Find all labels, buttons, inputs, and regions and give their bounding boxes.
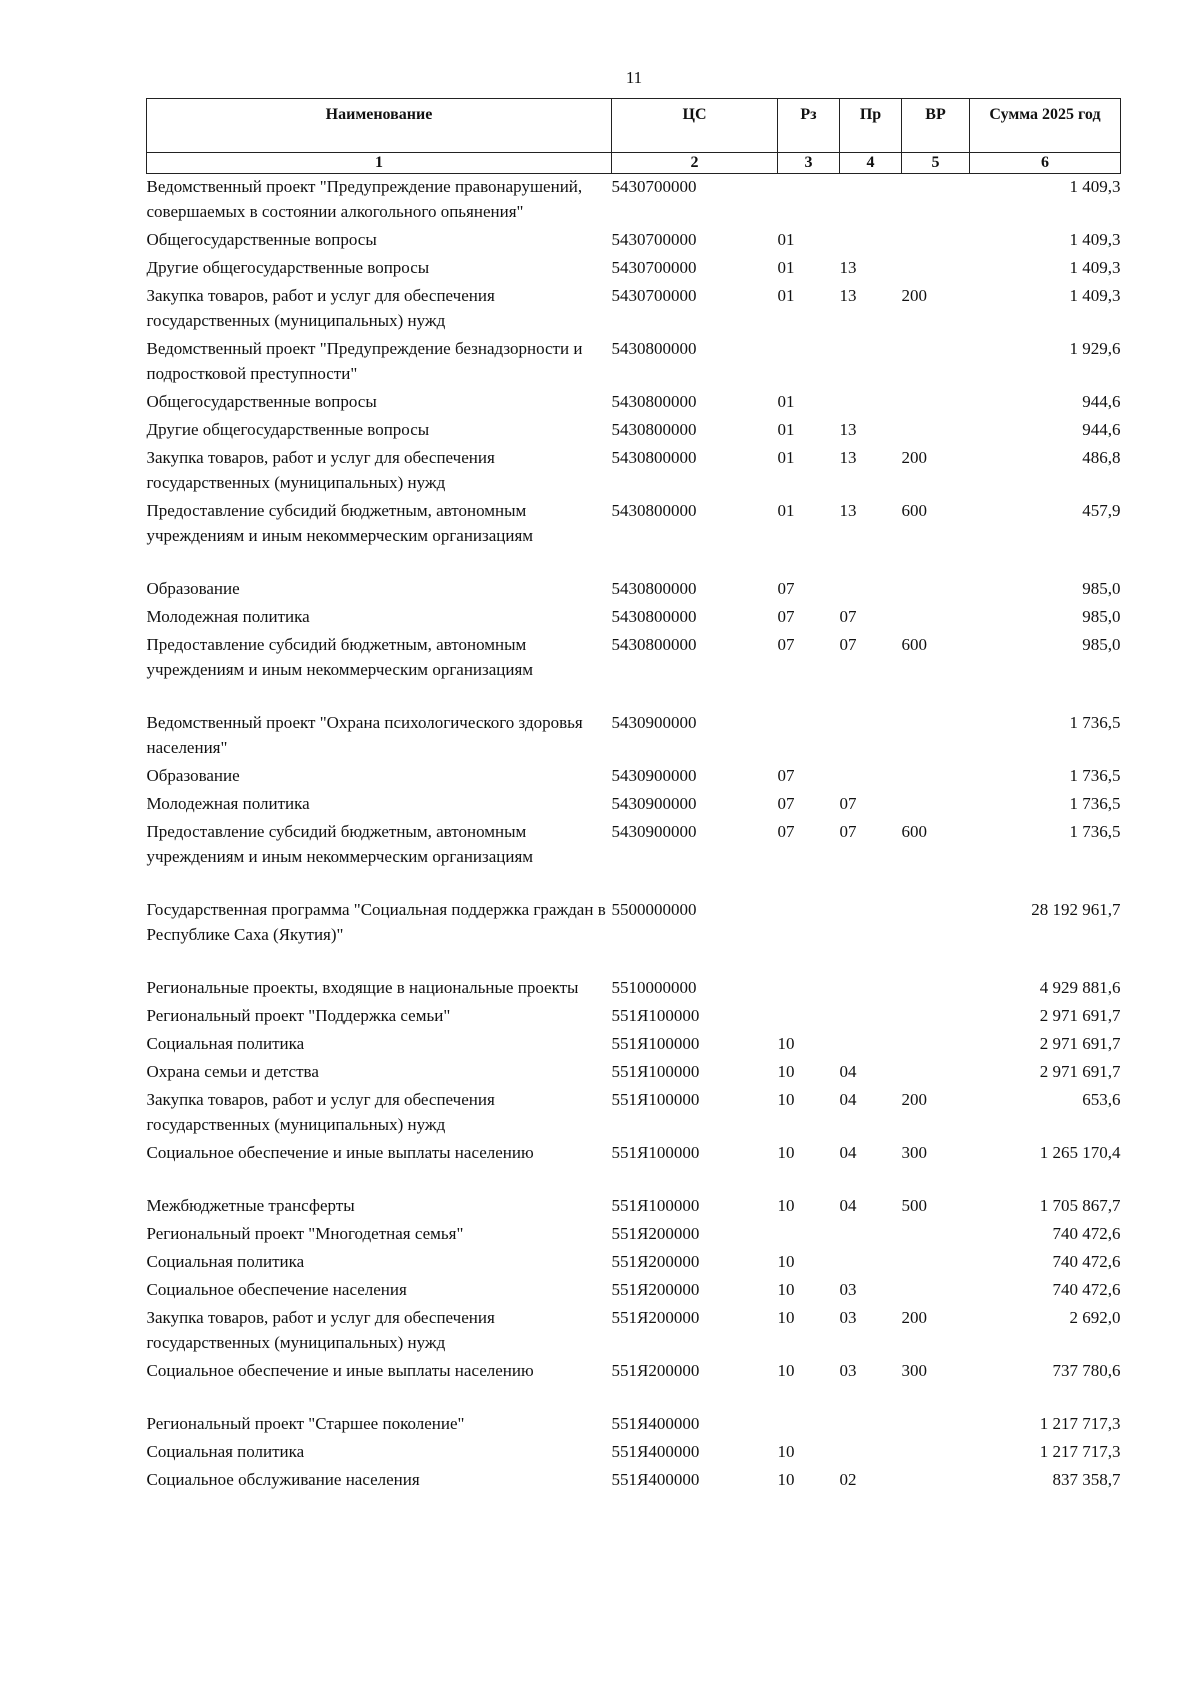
cell-vr [902, 1031, 970, 1059]
table-body [147, 174, 1121, 1496]
cell-sum: 1 409,3 [1069, 230, 1121, 249]
cell-cs: 5500000000 [611, 900, 697, 919]
cell-sum: 2 971 691,7 [1039, 1006, 1121, 1025]
table-row [147, 1411, 1121, 1439]
cell-vr [902, 1221, 970, 1249]
table-row [147, 1467, 1121, 1495]
cell-rz: 10 [777, 1252, 795, 1271]
page-number: 11 [625, 68, 643, 87]
cell-sum: 1 265 170,4 [1039, 1143, 1121, 1162]
cell-rz: 10 [777, 1308, 795, 1327]
cell-sum: 1 736,5 [1069, 713, 1121, 732]
cell-pr: 04 [839, 1090, 857, 1109]
cell-pr: 07 [839, 607, 857, 626]
cell-pr [840, 1221, 902, 1249]
cell-pr [840, 174, 902, 228]
cell-rz: 07 [777, 607, 795, 626]
cell-rz [778, 336, 840, 389]
cell-rz: 10 [777, 1361, 795, 1380]
cell-pr: 13 [839, 286, 857, 305]
cell-cs: 5430900000 [611, 822, 697, 841]
cell-vr [902, 1439, 970, 1467]
cell-sum: 1 929,6 [1069, 339, 1121, 358]
cell-sum: 944,6 [1082, 392, 1121, 411]
cell-name: Региональный проект "Старшее поколение" [146, 1414, 465, 1433]
cell-name: Молодежная политика [146, 794, 310, 813]
column-number: 3 [778, 153, 840, 174]
cell-vr [902, 763, 970, 791]
cell-pr: 04 [839, 1143, 857, 1162]
cell-rz [778, 1411, 840, 1439]
cell-name: Общегосударственные вопросы [146, 230, 377, 249]
cell-vr: 200 [901, 286, 927, 305]
header-pr: Пр [840, 99, 902, 153]
table-row [147, 255, 1121, 283]
cell-cs: 5430900000 [611, 766, 697, 785]
cell-pr [840, 576, 902, 604]
cell-pr [840, 1003, 902, 1031]
table-row [147, 819, 1121, 897]
cell-pr: 03 [839, 1361, 857, 1380]
cell-name: Другие общегосударственные вопросы [146, 258, 430, 277]
cell-sum: 1 705 867,7 [1039, 1196, 1121, 1215]
cell-cs: 551Я100000 [611, 1062, 700, 1081]
cell-rz: 10 [777, 1442, 795, 1461]
header-vr: ВР [902, 99, 970, 153]
cell-name: Социальная политика [146, 1252, 305, 1271]
cell-vr [902, 255, 970, 283]
cell-vr: 300 [901, 1361, 927, 1380]
table-row [147, 975, 1121, 1003]
table-row [147, 1059, 1121, 1087]
cell-sum: 486,8 [1082, 448, 1121, 467]
cell-vr [902, 336, 970, 389]
cell-sum: 740 472,6 [1052, 1252, 1121, 1271]
cell-cs: 551Я400000 [611, 1442, 700, 1461]
cell-vr [902, 1467, 970, 1495]
cell-name: Общегосударственные вопросы [146, 392, 377, 411]
cell-cs: 551Я100000 [611, 1006, 700, 1025]
table-header [147, 99, 1121, 174]
cell-name: Образование [146, 766, 240, 785]
cell-cs: 551Я200000 [611, 1224, 700, 1243]
cell-pr: 03 [839, 1280, 857, 1299]
cell-cs: 551Я200000 [611, 1308, 700, 1327]
cell-rz [778, 897, 840, 975]
cell-sum: 28 192 961,7 [1031, 900, 1121, 919]
cell-vr [902, 975, 970, 1003]
cell-name: Закупка товаров, работ и услуг для обеспечения государственных (муниципальных) нужд [146, 448, 495, 492]
cell-vr [902, 1003, 970, 1031]
cell-rz: 10 [777, 1062, 795, 1081]
cell-pr: 02 [839, 1470, 857, 1489]
cell-vr [902, 417, 970, 445]
cell-cs: 5430800000 [611, 420, 697, 439]
header-rz: Рз [778, 99, 840, 153]
cell-name: Предоставление субсидий бюджетным, автономным учреждениям и иным некоммерческим организациям [146, 635, 534, 679]
table-row [147, 576, 1121, 604]
cell-vr [902, 1277, 970, 1305]
cell-vr [902, 604, 970, 632]
table-row [147, 283, 1121, 336]
cell-cs: 5430800000 [611, 579, 697, 598]
cell-vr [902, 710, 970, 763]
cell-vr [902, 1059, 970, 1087]
table-row [147, 1277, 1121, 1305]
cell-cs: 5430700000 [611, 258, 697, 277]
cell-sum: 653,6 [1082, 1090, 1121, 1109]
cell-name: Государственная программа "Социальная поддержка граждан в Республике Саха (Якутия)" [146, 900, 606, 944]
cell-name: Региональный проект "Поддержка семьи" [146, 1006, 451, 1025]
cell-name: Предоставление субсидий бюджетным, автономным учреждениям и иным некоммерческим организациям [146, 822, 534, 866]
header-sum: Сумма 2025 год [970, 99, 1121, 153]
cell-rz: 07 [777, 822, 795, 841]
cell-name: Ведомственный проект "Предупреждение правонарушений, совершаемых в состоянии алкогольного опьянения" [146, 177, 583, 221]
cell-name: Региональные проекты, входящие в национальные проекты [146, 978, 579, 997]
cell-rz [778, 710, 840, 763]
cell-name: Закупка товаров, работ и услуг для обеспечения государственных (муниципальных) нужд [146, 1308, 495, 1352]
cell-rz: 01 [777, 392, 795, 411]
cell-vr: 600 [901, 822, 927, 841]
cell-rz [778, 975, 840, 1003]
cell-cs: 5430800000 [611, 392, 697, 411]
cell-pr: 07 [839, 822, 857, 841]
column-number: 2 [612, 153, 778, 174]
table-row [147, 336, 1121, 389]
cell-sum: 1 409,3 [1069, 258, 1121, 277]
cell-name: Образование [146, 579, 240, 598]
cell-rz: 01 [777, 448, 795, 467]
cell-sum: 837 358,7 [1052, 1470, 1121, 1489]
cell-rz: 01 [777, 501, 795, 520]
cell-rz: 01 [777, 230, 795, 249]
cell-pr [840, 975, 902, 1003]
cell-sum: 740 472,6 [1052, 1224, 1121, 1243]
cell-sum: 737 780,6 [1052, 1361, 1121, 1380]
cell-name: Молодежная политика [146, 607, 310, 626]
cell-sum: 985,0 [1082, 607, 1121, 626]
cell-pr [840, 1439, 902, 1467]
cell-cs: 551Я400000 [611, 1414, 700, 1433]
cell-rz [778, 1221, 840, 1249]
column-number: 5 [902, 153, 970, 174]
cell-sum: 944,6 [1082, 420, 1121, 439]
column-number: 1 [147, 153, 612, 174]
table-row [147, 1439, 1121, 1467]
cell-sum: 985,0 [1082, 579, 1121, 598]
cell-name: Предоставление субсидий бюджетным, автономным учреждениям и иным некоммерческим организациям [146, 501, 534, 545]
cell-pr [840, 227, 902, 255]
cell-cs: 551Я100000 [611, 1143, 700, 1162]
cell-sum: 2 971 691,7 [1039, 1034, 1121, 1053]
cell-vr [902, 174, 970, 228]
cell-cs: 551Я100000 [611, 1196, 700, 1215]
cell-vr: 500 [901, 1196, 927, 1215]
cell-rz: 07 [777, 635, 795, 654]
cell-cs: 5430800000 [611, 635, 697, 654]
cell-name: Региональный проект "Многодетная семья" [146, 1224, 464, 1243]
table-row [147, 227, 1121, 255]
cell-sum: 1 736,5 [1069, 794, 1121, 813]
table-row [147, 632, 1121, 710]
cell-pr: 04 [839, 1196, 857, 1215]
cell-cs: 5430700000 [611, 177, 697, 196]
cell-rz: 07 [777, 766, 795, 785]
cell-sum: 1 736,5 [1069, 822, 1121, 841]
cell-cs: 5430800000 [611, 339, 697, 358]
table-row [147, 604, 1121, 632]
table-row [147, 710, 1121, 763]
cell-name: Социальное обеспечение и иные выплаты населению [146, 1361, 534, 1380]
cell-sum: 1 217 717,3 [1039, 1414, 1121, 1433]
cell-pr: 03 [839, 1308, 857, 1327]
cell-cs: 551Я100000 [611, 1090, 700, 1109]
cell-vr: 600 [901, 635, 927, 654]
cell-pr [840, 1411, 902, 1439]
cell-vr [902, 897, 970, 975]
cell-sum: 740 472,6 [1052, 1280, 1121, 1299]
cell-rz: 10 [777, 1090, 795, 1109]
cell-pr: 13 [839, 501, 857, 520]
cell-pr [840, 763, 902, 791]
cell-cs: 5430700000 [611, 230, 697, 249]
cell-vr: 300 [901, 1143, 927, 1162]
cell-rz [778, 1003, 840, 1031]
cell-pr: 07 [839, 635, 857, 654]
cell-cs: 5430800000 [611, 448, 697, 467]
cell-pr: 13 [839, 448, 857, 467]
cell-cs: 5430800000 [611, 607, 697, 626]
cell-sum: 985,0 [1082, 635, 1121, 654]
table-row [147, 445, 1121, 498]
cell-sum: 2 971 691,7 [1039, 1062, 1121, 1081]
cell-vr [902, 227, 970, 255]
cell-vr: 200 [901, 1090, 927, 1109]
cell-name: Социальное обеспечение населения [146, 1280, 407, 1299]
cell-sum: 1 409,3 [1069, 177, 1121, 196]
cell-name: Социальная политика [146, 1442, 305, 1461]
cell-name: Закупка товаров, работ и услуг для обеспечения государственных (муниципальных) нужд [146, 286, 495, 330]
table-row [147, 1140, 1121, 1193]
table-row [147, 897, 1121, 975]
cell-vr [902, 576, 970, 604]
cell-rz: 10 [777, 1143, 795, 1162]
table-row [147, 174, 1121, 228]
table-row [147, 1087, 1121, 1140]
cell-rz: 10 [777, 1470, 795, 1489]
cell-name: Ведомственный проект "Предупреждение безнадзорности и подростковой преступности" [146, 339, 583, 383]
cell-name: Закупка товаров, работ и услуг для обеспечения государственных (муниципальных) нужд [146, 1090, 495, 1134]
cell-rz: 01 [777, 258, 795, 277]
cell-pr [840, 1249, 902, 1277]
cell-vr: 200 [901, 1308, 927, 1327]
table-row [147, 417, 1121, 445]
cell-sum: 4 929 881,6 [1039, 978, 1121, 997]
cell-pr: 04 [839, 1062, 857, 1081]
cell-pr [840, 1031, 902, 1059]
cell-vr: 200 [901, 448, 927, 467]
cell-pr [840, 389, 902, 417]
table-row [147, 1003, 1121, 1031]
cell-cs: 551Я200000 [611, 1252, 700, 1271]
cell-rz: 01 [777, 286, 795, 305]
cell-pr [840, 897, 902, 975]
table-row [147, 1358, 1121, 1411]
cell-vr: 600 [901, 501, 927, 520]
cell-cs: 5430900000 [611, 794, 697, 813]
table-row [147, 1305, 1121, 1358]
header-name: Наименование [147, 99, 612, 153]
cell-rz [778, 174, 840, 228]
cell-sum: 1 409,3 [1069, 286, 1121, 305]
table-row [147, 1249, 1121, 1277]
cell-pr: 07 [839, 794, 857, 813]
table-row [147, 1193, 1121, 1221]
cell-vr [902, 791, 970, 819]
column-number: 6 [970, 153, 1121, 174]
cell-rz: 07 [777, 579, 795, 598]
cell-pr: 13 [839, 420, 857, 439]
cell-name: Социальная политика [146, 1034, 305, 1053]
cell-sum: 1 217 717,3 [1039, 1442, 1121, 1461]
table-row [147, 498, 1121, 576]
table-row [147, 1031, 1121, 1059]
cell-vr [902, 1249, 970, 1277]
cell-cs: 551Я100000 [611, 1034, 700, 1053]
cell-cs: 5430700000 [611, 286, 697, 305]
cell-cs: 5430800000 [611, 501, 697, 520]
cell-name: Социальное обеспечение и иные выплаты населению [146, 1143, 534, 1162]
cell-sum: 457,9 [1082, 501, 1121, 520]
cell-cs: 551Я400000 [611, 1470, 700, 1489]
cell-rz: 10 [777, 1034, 795, 1053]
cell-name: Охрана семьи и детства [146, 1062, 319, 1081]
cell-rz: 10 [777, 1196, 795, 1215]
header-cs: ЦС [612, 99, 778, 153]
cell-pr: 13 [839, 258, 857, 277]
cell-vr [902, 389, 970, 417]
column-number: 4 [840, 153, 902, 174]
cell-name: Социальное обслуживание населения [146, 1470, 420, 1489]
table-row [147, 791, 1121, 819]
table-row [147, 389, 1121, 417]
cell-rz: 01 [777, 420, 795, 439]
cell-cs: 5510000000 [611, 978, 697, 997]
cell-name: Ведомственный проект "Охрана психологического здоровья населения" [146, 713, 583, 757]
cell-rz: 10 [777, 1280, 795, 1299]
cell-pr [840, 710, 902, 763]
cell-sum: 1 736,5 [1069, 766, 1121, 785]
table-row [147, 1221, 1121, 1249]
cell-name: Другие общегосударственные вопросы [146, 420, 430, 439]
table-row [147, 763, 1121, 791]
cell-pr [840, 336, 902, 389]
cell-cs: 5430900000 [611, 713, 697, 732]
cell-cs: 551Я200000 [611, 1361, 700, 1380]
cell-rz: 07 [777, 794, 795, 813]
cell-vr [902, 1411, 970, 1439]
cell-cs: 551Я200000 [611, 1280, 700, 1299]
cell-name: Межбюджетные трансферты [146, 1196, 355, 1215]
cell-sum: 2 692,0 [1069, 1308, 1121, 1327]
budget-table [146, 98, 1121, 1495]
